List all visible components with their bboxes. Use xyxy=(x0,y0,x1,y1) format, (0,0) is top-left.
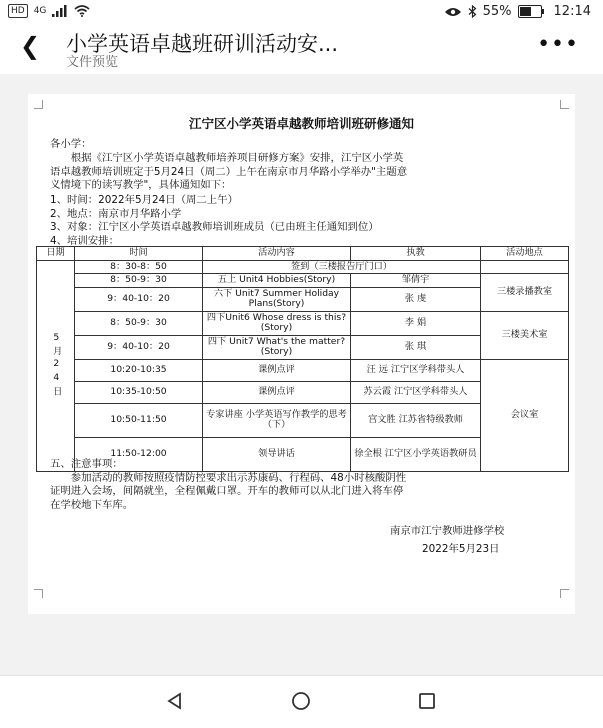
battery-icon xyxy=(518,5,542,18)
intro-line: 根据《江宁区小学英语卓越教师培养项目研修方案》安排，江宁区小学英 xyxy=(70,152,404,164)
time-cell: 9：40-10：20 xyxy=(75,335,203,359)
content-cell: 签到（三楼报告厅门口） xyxy=(203,260,481,274)
header-content: 活动内容 xyxy=(203,247,351,261)
item-time: 1、时间：2022年5月24日（周二上午） xyxy=(50,194,238,206)
time-cell: 11:50-12:00 xyxy=(75,437,203,471)
nav-back-button[interactable] xyxy=(160,686,190,716)
time-cell: 8：50-9：30 xyxy=(75,311,203,335)
crop-mark xyxy=(560,100,569,109)
back-icon[interactable]: ❮ xyxy=(20,32,41,60)
time-cell: 10:20-10:35 xyxy=(75,359,203,381)
teacher-cell: 邹倩宇 xyxy=(351,274,481,288)
date-cell: 5月24日 xyxy=(37,260,75,471)
teacher-cell: 张 虔 xyxy=(351,287,481,311)
status-bar xyxy=(0,0,603,24)
place-cell: 三楼录播教室 xyxy=(481,274,569,312)
header-teacher: 执教 xyxy=(351,247,481,261)
content-cell: 五上 Unit4 Hobbies(Story) xyxy=(203,274,351,288)
intro-paragraph xyxy=(50,152,555,193)
battery-percent: 55% xyxy=(482,4,512,19)
page-title: 小学英语卓越班研训活动安... xyxy=(66,32,339,56)
time-cell: 8：30-8：50 xyxy=(75,260,203,274)
content-cell: 四下 Unit7 What's the matter?(Story) xyxy=(203,335,351,359)
more-options-icon[interactable]: ••• xyxy=(537,32,579,57)
signature: 南京市江宁教师进修学校 xyxy=(390,525,505,537)
time-cell: 10:35-10:50 xyxy=(75,381,203,403)
teacher-cell: 李 娟 xyxy=(351,311,481,335)
teacher-cell: 宫文胜 江苏省特级教师 xyxy=(351,403,481,437)
document-title: 江宁区小学英语卓越教师培训班研修通知 xyxy=(188,116,414,131)
table-header-row xyxy=(37,247,569,261)
item-place: 2、地点：南京市月华路小学 xyxy=(50,207,182,220)
item-audience: 3、对象：江宁区小学英语卓越教师培训班成员（已由班主任通知到位） xyxy=(50,221,379,233)
crop-mark xyxy=(34,589,43,598)
teacher-cell: 汪 远 江宁区学科带头人 xyxy=(351,359,481,381)
intro-line: 语卓越教师培训班定于5月24日（周二）上午在南京市月华路小学举办"主题意 xyxy=(50,165,408,178)
crop-mark xyxy=(560,589,569,598)
signature-date: 2022年5月23日 xyxy=(422,543,500,555)
place-cell xyxy=(481,260,569,274)
table-row xyxy=(37,359,569,381)
notes-line: 证明进入会场，间隔就坐，全程佩戴口罩。开车的教师可以从北门进入将车停 xyxy=(50,485,404,497)
square-recents-icon xyxy=(417,691,437,711)
network-label: 4G xyxy=(33,6,47,16)
place-cell: 会议室 xyxy=(481,359,569,471)
item-schedule: 4、培训安排： xyxy=(50,234,119,247)
triangle-back-icon xyxy=(165,691,185,711)
schedule-table xyxy=(36,246,569,472)
content-cell: 六下 Unit7 Summer Holiday Plans(Story) xyxy=(203,287,351,311)
content-cell: 课例点评 xyxy=(203,359,351,381)
notice-items xyxy=(50,194,555,248)
circle-home-icon xyxy=(291,691,311,711)
teacher-cell: 张 琪 xyxy=(351,335,481,359)
signal-icon xyxy=(52,5,68,17)
teacher-cell: 徐全根 江宁区小学英语教研员 xyxy=(351,437,481,471)
time-cell: 10:50-11:50 xyxy=(75,403,203,437)
intro-line: 义情境下的读写教学"，具体通知如下： xyxy=(50,179,232,191)
place-cell: 三楼美术室 xyxy=(481,311,569,359)
header-place: 活动地点 xyxy=(481,247,569,261)
time-cell: 9：40-10：20 xyxy=(75,287,203,311)
greeting: 各小学： xyxy=(50,138,92,150)
teacher-cell: 苏云霞 江宁区学科带头人 xyxy=(351,381,481,403)
bluetooth-icon xyxy=(468,5,477,18)
table-row xyxy=(37,274,569,288)
nav-home-button[interactable] xyxy=(286,686,316,716)
document-preview[interactable] xyxy=(28,94,575,614)
time-cell: 8：50-9：30 xyxy=(75,274,203,288)
table-row xyxy=(37,311,569,335)
content-cell: 课例点评 xyxy=(203,381,351,403)
header-date: 日期 xyxy=(37,247,75,261)
page-subtitle: 文件预览 xyxy=(66,55,119,70)
content-cell: 四下Unit6 Whose dress is this?(Story) xyxy=(203,311,351,335)
notes-heading: 五、注意事项： xyxy=(50,458,123,470)
nav-recents-button[interactable] xyxy=(412,686,442,716)
navigation-bar xyxy=(0,675,603,728)
clock: 12:14 xyxy=(553,4,591,19)
wifi-icon xyxy=(74,5,90,17)
notes-line: 参加活动的教师按照疫情防控要求出示苏康码、行程码、48小时核酸阴性 xyxy=(70,471,407,484)
content-cell: 专家讲座 小学英语写作教学的思考（下） xyxy=(203,403,351,437)
eye-icon xyxy=(444,6,462,18)
notes-section xyxy=(50,458,555,512)
app-bar xyxy=(0,24,603,74)
crop-mark xyxy=(34,100,43,109)
header-time: 时间 xyxy=(75,247,203,261)
notes-line: 在学校地下车库。 xyxy=(50,498,134,511)
table-row xyxy=(37,260,569,274)
hd-badge: HD xyxy=(8,4,28,18)
content-cell: 领导讲话 xyxy=(203,437,351,471)
